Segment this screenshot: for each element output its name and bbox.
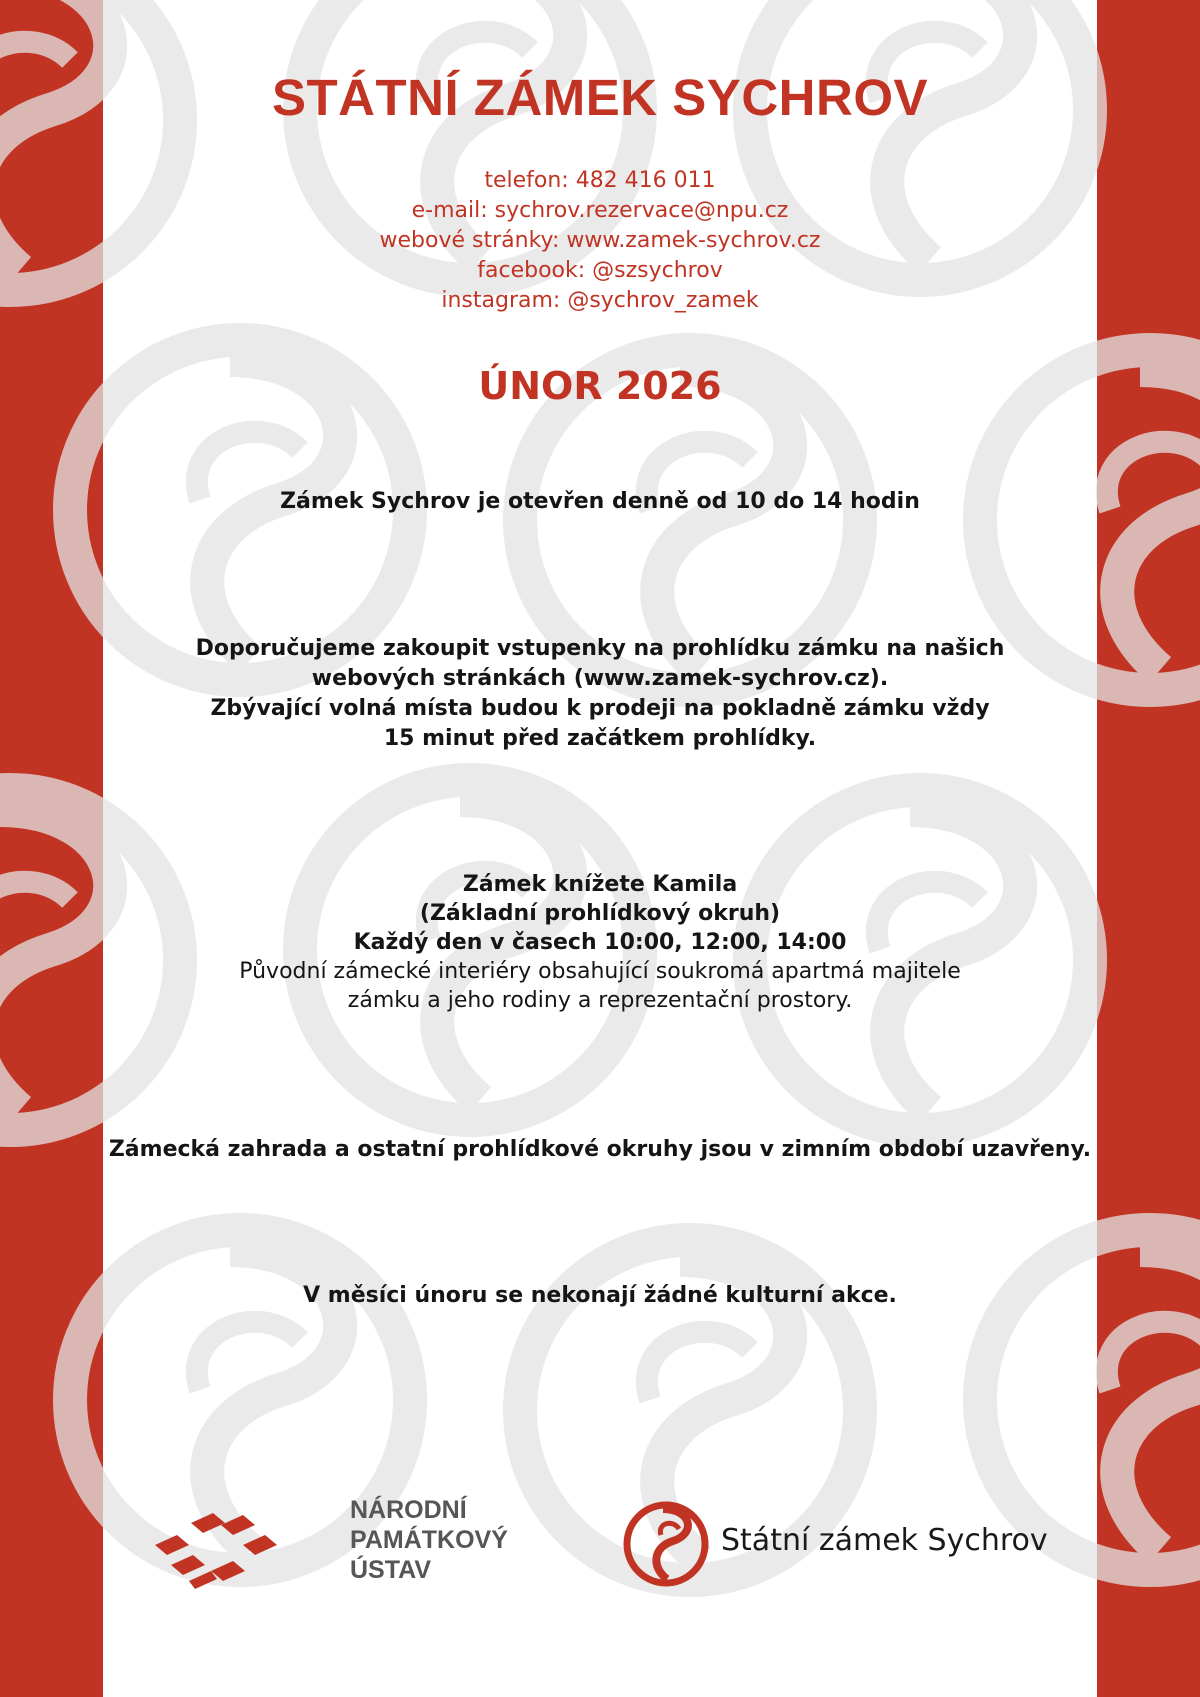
- tour-subtitle: (Základní prohlídkový okruh): [419, 901, 781, 926]
- email-text: e-mail: sychrov.rezervace@npu.cz: [411, 198, 789, 223]
- tickets-line: Zbývající volná místa budou k prodeji na pokladně zámku vždy: [210, 696, 990, 721]
- instagram-text: instagram: @sychrov_zamek: [441, 288, 759, 313]
- events-notice: V měsíci únoru se nekonají žádné kulturní akce.: [303, 1283, 897, 1308]
- tickets-line: 15 minut před začátkem prohlídky.: [383, 726, 817, 751]
- sychrov-swirl-icon: [621, 1499, 711, 1589]
- tickets-line: webových stránkách (www.zamek-sychrov.cz).: [311, 666, 889, 691]
- npu-logo-text: [350, 1495, 508, 1585]
- tickets-line: Doporučujeme zakoupit vstupenky na prohlídku zámku na našich: [195, 636, 1005, 661]
- month-heading: ÚNOR 2026: [478, 364, 722, 408]
- tour-description: Původní zámecké interiéry obsahující soukromá apartmá majitele: [239, 959, 961, 984]
- npu-diamonds-icon: [151, 1513, 281, 1591]
- poster-content: [103, 0, 1097, 1697]
- sychrov-logo: [621, 1499, 1081, 1595]
- tour-section: [103, 870, 1097, 1015]
- npu-logo-line: PAMÁTKOVÝ: [350, 1526, 508, 1554]
- opening-hours-text: Zámek Sychrov je otevřen denně od 10 do 14 hodin: [280, 489, 920, 514]
- tour-description: zámku a jeho rodiny a reprezentační prostory.: [347, 988, 853, 1013]
- phone-text: telefon: 482 416 011: [484, 168, 716, 193]
- tour-name: Zámek knížete Kamila: [462, 872, 738, 897]
- website-text: webové stránky: www.zamek-sychrov.cz: [379, 228, 821, 253]
- contact-block: [103, 166, 1097, 316]
- npu-logo: [151, 1495, 508, 1595]
- sychrov-logo-text: Státní zámek Sychrov: [721, 1523, 1048, 1558]
- tour-times: Každý den v časech 10:00, 12:00, 14:00: [353, 930, 847, 955]
- facebook-text: facebook: @szsychrov: [477, 258, 723, 283]
- npu-logo-line: NÁRODNÍ: [350, 1496, 467, 1524]
- tickets-notice: [103, 634, 1097, 754]
- page-title: STÁTNÍ ZÁMEK SYCHROV: [271, 69, 929, 126]
- npu-logo-line: ÚSTAV: [350, 1556, 432, 1584]
- garden-notice: Zámecká zahrada a ostatní prohlídkové okruhy jsou v zimním období uzavřeny.: [108, 1137, 1092, 1162]
